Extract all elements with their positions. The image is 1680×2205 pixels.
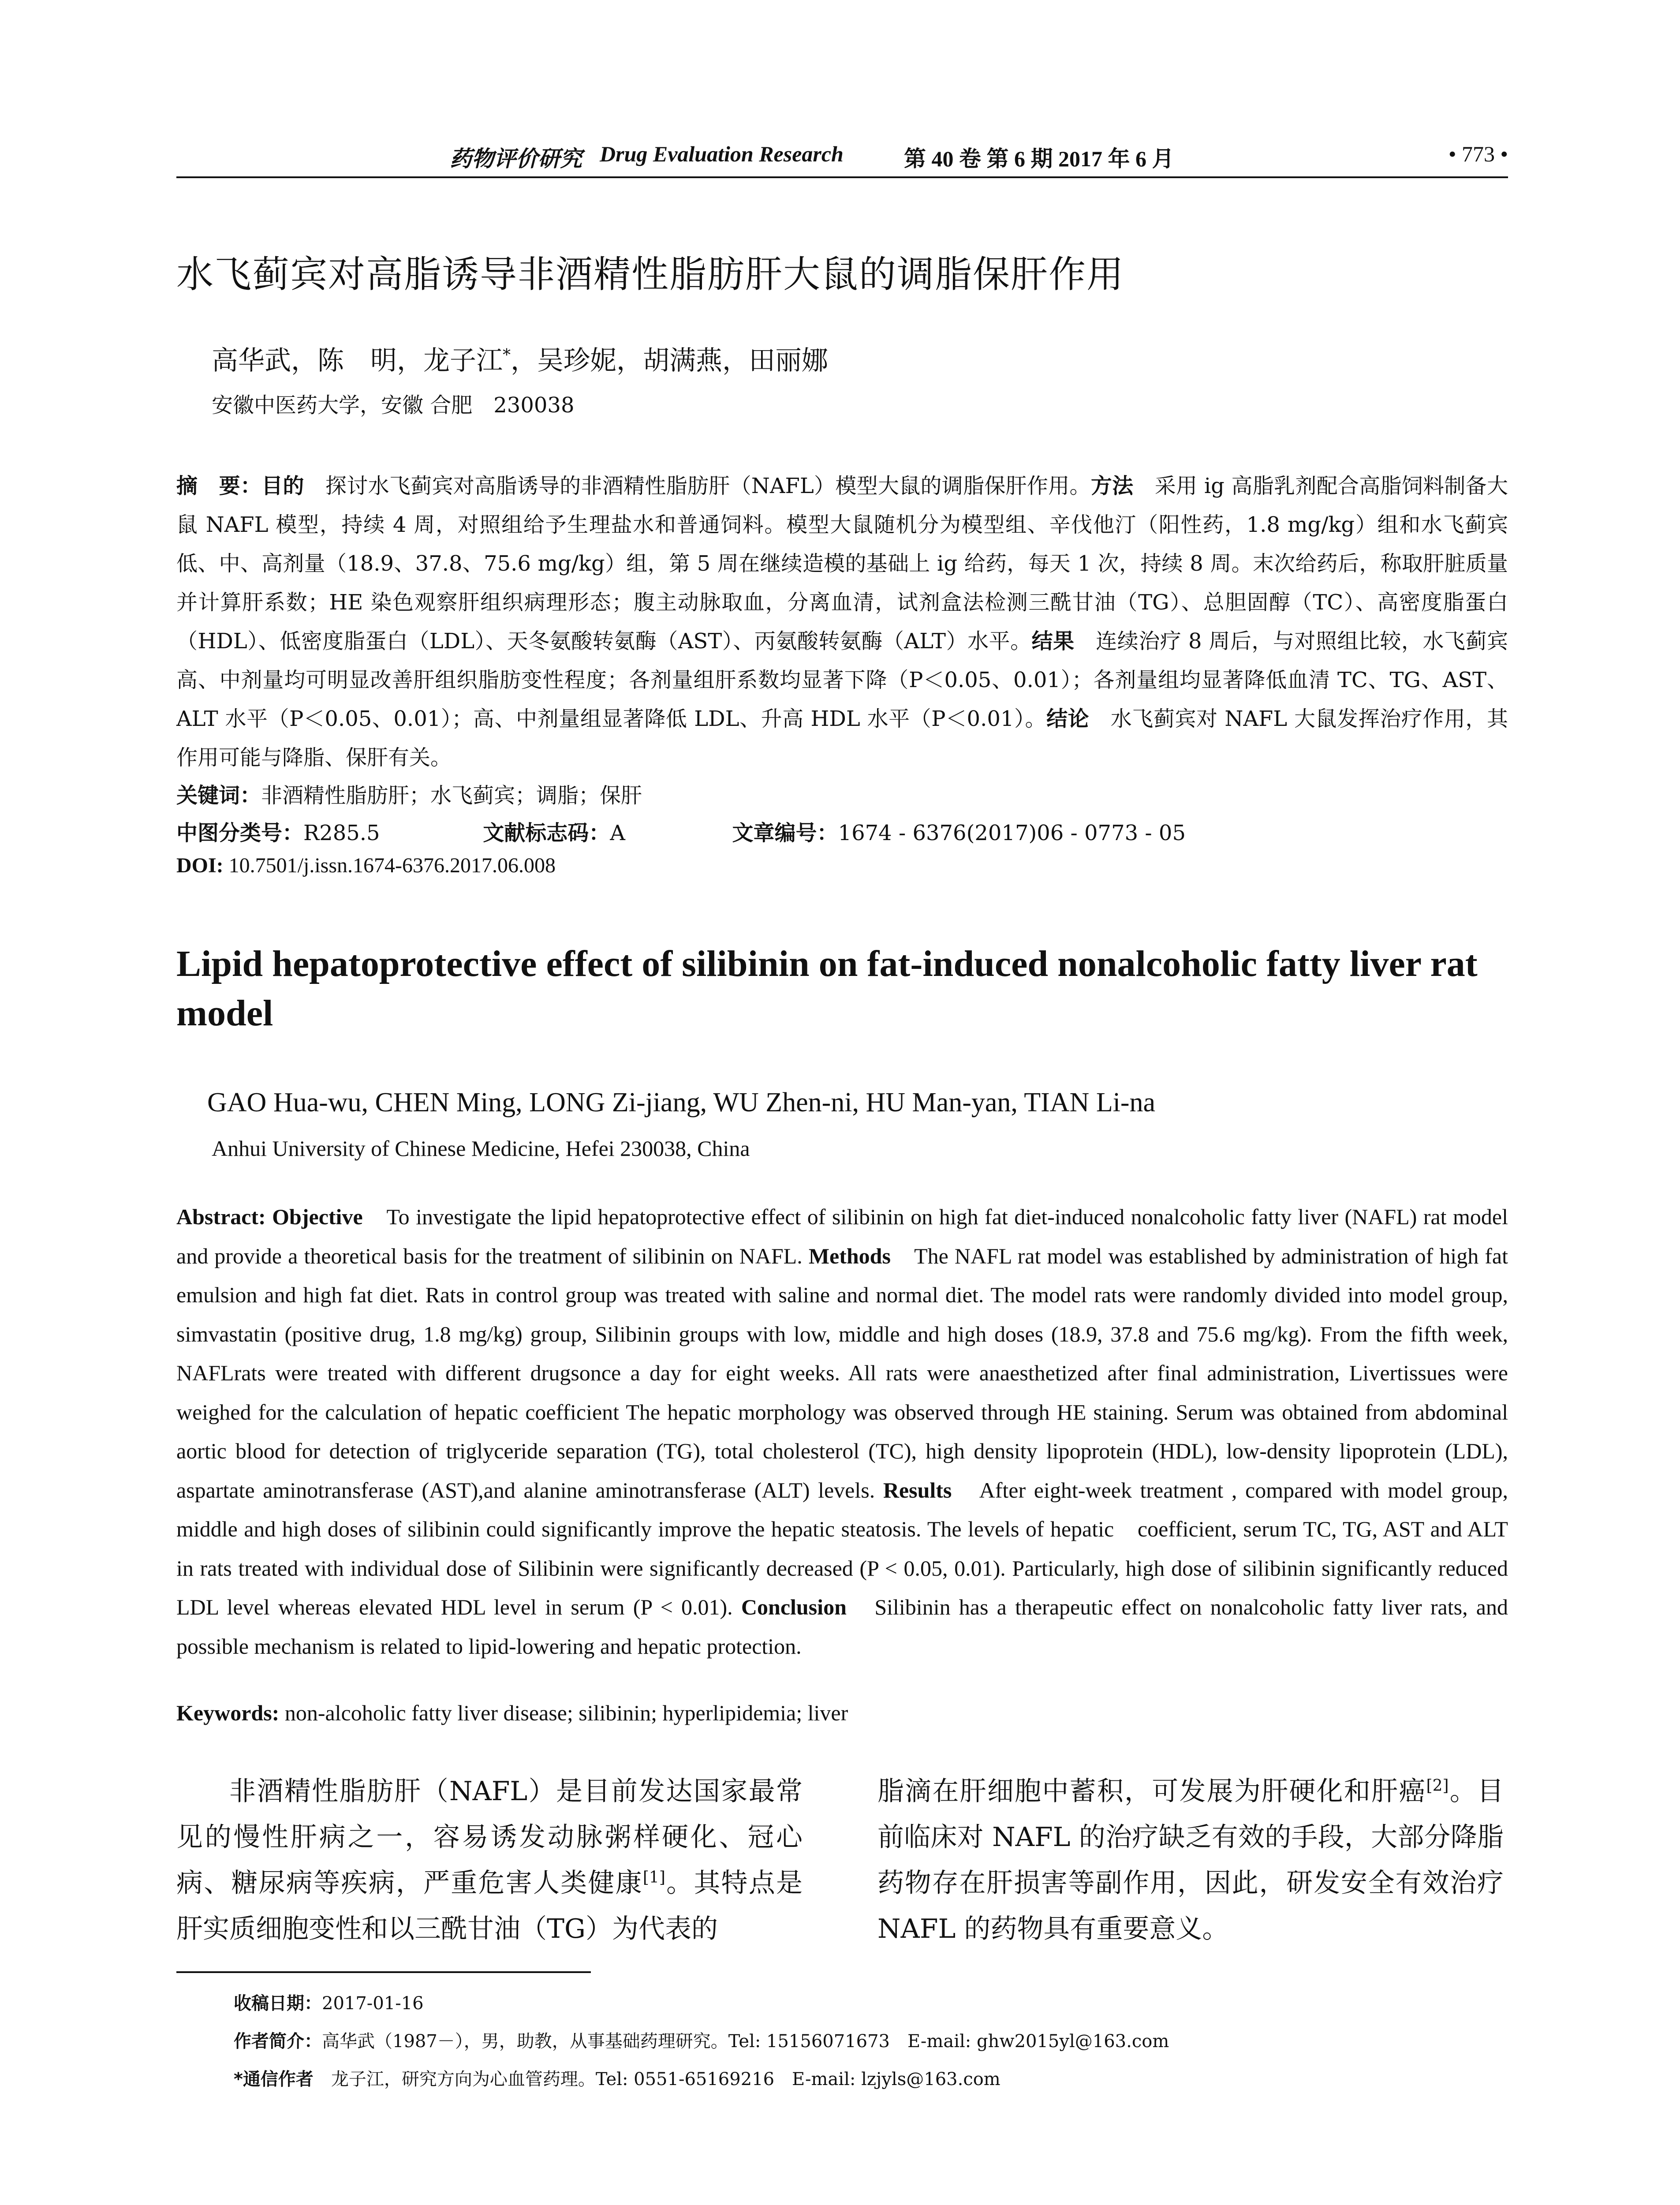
header-divider	[176, 176, 1508, 178]
results-label-cn: 结果	[1031, 629, 1075, 654]
affiliation-cn: 安徽中医药大学，安徽 合肥 230038	[212, 393, 575, 418]
results-label-en: Results	[883, 1477, 952, 1502]
conclusion-label-cn: 结论	[1046, 706, 1090, 731]
methods-label-cn: 方法	[1090, 474, 1134, 498]
authors-en: GAO Hua-wu, CHEN Ming, LONG Zi-jiang, WU Zhen-ni, HU Man-yan, TIAN Li-na	[207, 1088, 1156, 1117]
corresponding-author: *通信作者 龙子江，研究方向为心血管药理。Tel: 0551-65169216 E-mail: lzjyls@163.com	[234, 2069, 1001, 2089]
journal-logo: 药物评价研究	[450, 146, 582, 171]
keywords-en: Keywords: non-alcoholic fatty liver disease; silibinin; hyperlipidemia; liver	[176, 1700, 848, 1725]
footnotes	[234, 1984, 1508, 2098]
classification-row: 中图分类号：R285.5 文献标志码：A 文章编号：1674 - 6376(2017)06 - 0773 - 05	[176, 821, 1186, 845]
footnote-divider	[176, 1971, 591, 1973]
body-column-left: 非酒精性脂肪肝（NAFL）是目前发达国家最常见的慢性肝病之一，容易诱发动脉粥样硬化、冠心病、糖尿病等疾病，严重危害人类健康[1]。其特点是肝实质细胞变性和以三酰甘油（TG）为代表的	[176, 1776, 803, 1944]
body-column-right: 脂滴在肝细胞中蓄积，可发展为肝硬化和肝癌[2]。目前临床对 NAFL 的治疗缺乏有效的手段，大部分降脂药物存在肝损害等副作用，因此，研发安全有效治疗 NAFL 的药物具有重要意义。	[877, 1776, 1504, 1944]
title-en: Lipid hepatoprotective effect of silibinin on fat-induced nonalcoholic fatty liver rat model	[176, 943, 1478, 1034]
doi: DOI: 10.7501/j.issn.1674-6376.2017.06.008	[176, 854, 556, 877]
authors-cn: 高华武，陈 明，龙子江*，吴珍妮，胡满燕，田丽娜	[212, 345, 828, 376]
journal-name: Drug Evaluation Research	[600, 142, 844, 166]
objective-label-en: Abstract: Objective	[176, 1204, 363, 1229]
citation-1[interactable]: [1]	[642, 1869, 665, 1887]
title-cn: 水飞蓟宾对高脂诱导非酒精性脂肪肝大鼠的调脂保肝作用	[176, 253, 1125, 296]
conclusion-label-en: Conclusion	[741, 1595, 847, 1619]
affiliation-en: Anhui University of Chinese Medicine, Hefei 230038, China	[212, 1136, 750, 1161]
page-number: • 773 •	[1448, 142, 1508, 166]
author-bio: 作者简介：高华武（1987－），男，助教，从事基础药理研究。Tel: 15156071673 E-mail: ghw2015yl@163.com	[234, 2031, 1169, 2052]
abstract-en: Abstract: Objective To investigate the lipid hepatoprotective effect of silibinin on high fat diet-induced nonalcoholic fatty liver (NAFL) rat model and provide a theoretical basis for the treatment of silibinin on NAFL. Methods The NAFL rat model was established by administration of high fat emulsion and high fat diet. Rats in control group was treated with saline and normal diet. The model rats were randomly divided into model group, simvastatin (positive drug, 1.8 mg/kg) group, Silibinin groups with low, middle and high doses (18.9, 37.8 and 75.6 mg/kg). From the fifth week, NAFLrats were treated with different drugsonce a day for eight weeks. All rats were anaesthetized after final administration, Livertissues were weighed for the calculation of hepatic coefficient The hepatic morphology was observed through HE staining. Serum was obtained from abdominal aortic blood for detection of triglyceride separation (TG), total cholesterol (TC), high density lipoprotein (HDL), low-density lipoprotein (LDL), aspartate aminotransferase (AST),and alanine aminotransferase (ALT) levels. Results After eight-week treatment , compared with model group, middle and high doses of silibinin could significantly improve the hepatic steatosis. The levels of hepatic coefficient, serum TC, TG, AST and ALT in rats treated with individual dose of Silibinin were significantly decreased (P < 0.05, 0.01). Particularly, high dose of silibinin significantly reduced LDL level whereas elevated HDL level in serum (P < 0.01). Conclusion Silibinin has a therapeutic effect on nonalcoholic fatty liver rats, and possible mechanism is related to lipid-lowering and hepatic protection.	[176, 1204, 1508, 1659]
methods-label-en: Methods	[808, 1243, 891, 1268]
keywords-cn: 关键词：非酒精性脂肪肝；水飞蓟宾；调脂；保肝	[176, 783, 642, 808]
journal-issue: 第 40 卷 第 6 期 2017 年 6 月	[904, 146, 1174, 171]
running-header	[176, 141, 1508, 176]
objective-label-cn: 目的	[261, 474, 304, 498]
citation-2[interactable]: [2]	[1426, 1777, 1449, 1795]
abstract-cn: 摘 要：目的 探讨水飞蓟宾对高脂诱导的非酒精性脂肪肝（NAFL）模型大鼠的调脂保肝作用。方法 采用 ig 高脂乳剂配合高脂饲料制备大鼠 NAFL 模型，持续 4 周，对照组给予生理盐水和普通饲料。模型大鼠随机分为模型组、辛伐他汀（阳性药，1.8 mg/kg）组和水飞蓟宾低、中、高剂量（18.9、37.8、75.6 mg/kg）组，第 5 周在继续造模的基础上 ig 给药，每天 1 次，持续 8 周。末次给药后，称取肝脏质量并计算肝系数；HE 染色观察肝组织病理形态；腹主动脉取血，分离血清，试剂盒法检测三酰甘油（TG）、总胆固醇（TC）、高密度脂蛋白（HDL）、低密度脂蛋白（LDL）、天冬氨酸转氨酶（AST）、丙氨酸转氨酶（ALT）水平。结果 连续治疗 8 周后，与对照组比较，水飞蓟宾高、中剂量均可明显改善肝组织脂肪变性程度；各剂量组肝系数均显著下降（P＜0.05、0.01）；各剂量组均显著降低血清 TC、TG、AST、ALT 水平（P＜0.05、0.01）；高、中剂量组显著降低 LDL、升高 HDL 水平（P＜0.01）。结论 水飞蓟宾对 NAFL 大鼠发挥治疗作用，其作用可能与降脂、保肝有关。	[176, 474, 1508, 770]
corresponding-mark: *	[503, 346, 511, 364]
received-date: 收稿日期：2017-01-16	[234, 1993, 424, 2014]
